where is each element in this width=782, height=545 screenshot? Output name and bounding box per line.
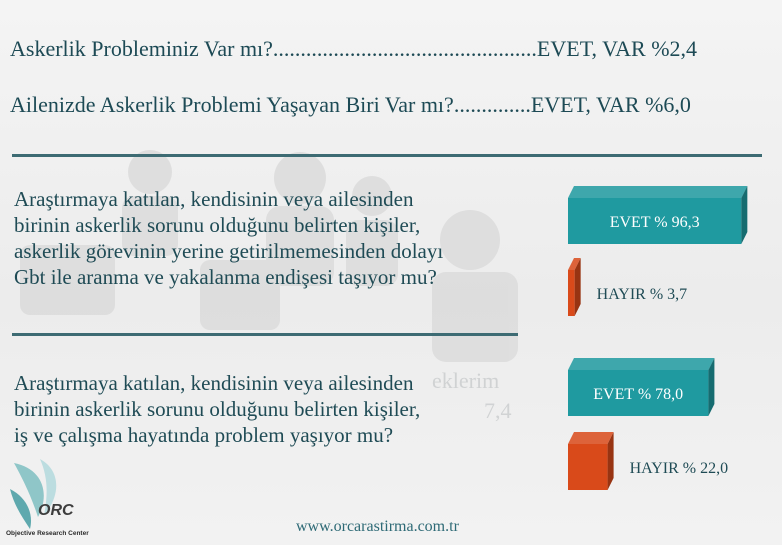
bar-label: EVET % 96,3: [609, 214, 700, 231]
footer-website[interactable]: www.orcarastirma.com.tr: [296, 518, 459, 535]
bar-front: [568, 270, 575, 316]
bar-label: EVET % 78,0: [593, 386, 684, 403]
question-1-line: askerlik görevinin yerine getirilmemesinden dolayı: [14, 239, 444, 263]
stat-row-family-problem: Ailenizde Askerlik Problemi Yaşayan Biri Var mı?..............EVET, VAR %6,0: [10, 92, 691, 117]
logo-wordmark: ORC: [38, 502, 74, 519]
bar-label: HAYIR % 22,0: [629, 460, 729, 477]
bar-hayir-1: [568, 258, 581, 316]
bar-hayir-2: [568, 432, 614, 490]
stat-row-own-problem: Askerlik Probleminiz Var mı?................................................EVET, VAR %2,4: [10, 36, 698, 61]
bar-top: [568, 432, 614, 444]
bar-front: [568, 444, 608, 490]
background-ghost-number: 7,4: [484, 398, 512, 423]
question-1-line: Gbt ile aranma ve yakalanma endişesi taşıyor mu?: [14, 265, 437, 289]
question-2-line: birinin askerlik sorunu olduğunu belirten kişiler,: [14, 397, 421, 421]
question-2-line: iş ve çalışma hayatında problem yaşıyor mu?: [14, 423, 394, 447]
bar-top: [568, 186, 747, 198]
background-ghost-text: eklerim: [432, 368, 500, 393]
question-2-line: Araştırmaya katılan, kendisinin veya ailesinden: [14, 371, 414, 395]
bar-top: [568, 358, 714, 370]
question-1-line: Araştırmaya katılan, kendisinin veya ailesinden: [14, 187, 414, 211]
question-1-line: birinin askerlik sorunu olduğunu belirten kişiler,: [14, 213, 421, 237]
logo-subtitle: Objective Research Center: [6, 530, 89, 537]
bar-label: HAYIR % 3,7: [596, 286, 688, 303]
